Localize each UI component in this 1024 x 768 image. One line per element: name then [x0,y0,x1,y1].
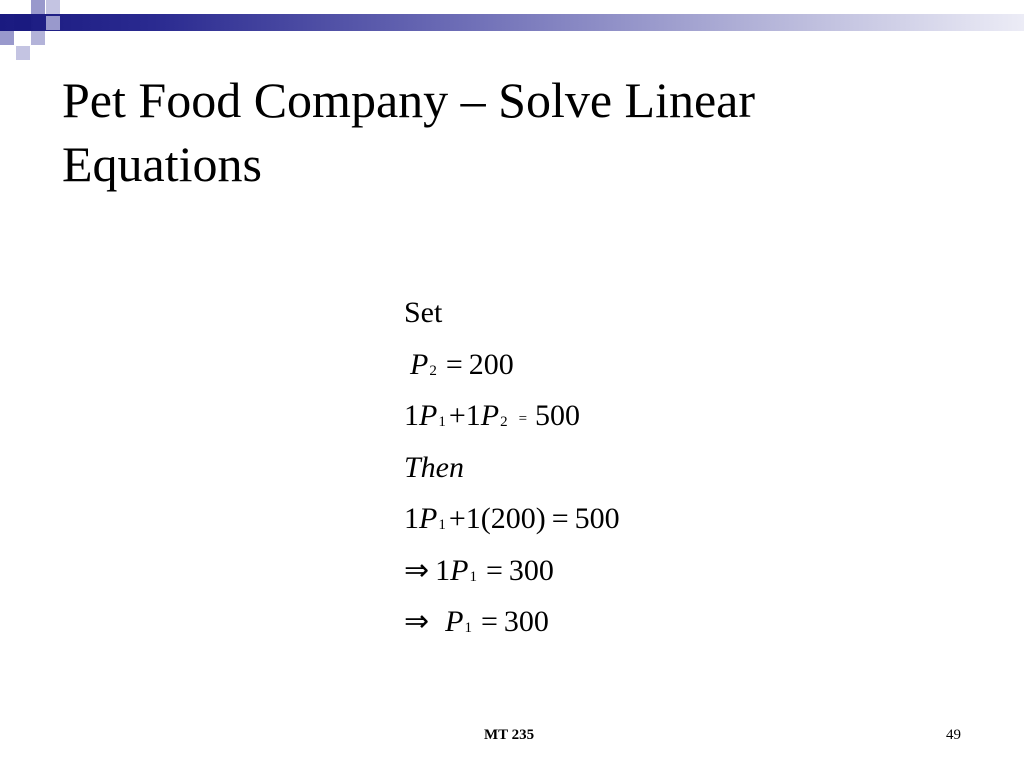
line-sum-equation [404,390,620,442]
coefficient: 1 [404,399,419,432]
plus-sign: + [448,399,466,432]
value-300: 300 [508,553,554,587]
coefficient: 1 [404,502,419,535]
equals-sign: = [480,605,498,638]
equals-sign: = [445,347,463,381]
equals-sign: = [485,553,503,587]
then-label: Then [404,450,464,484]
footer-course-label: MT 235 [484,727,535,743]
subscript-1: 1 [469,568,477,585]
var-p: P [419,399,438,432]
var-p: P [410,347,429,381]
line-set [404,287,620,339]
value-500: 500 [535,399,581,432]
var-p: P [450,553,469,587]
equals-sign: = [551,502,569,535]
var-p: P [445,605,464,638]
line-implies-p1 [404,596,620,648]
value-200: 200 [468,347,514,381]
equals-sign: = [518,411,528,427]
plus-sign: + [448,502,466,535]
subscript-2: 2 [429,362,437,379]
equation-block [404,287,620,648]
coefficient: 1 [465,399,481,432]
coefficient: 1 [435,553,451,587]
footer-page-number: 49 [946,727,961,743]
implies-icon: ⇒ [404,553,430,587]
header-gradient-bar [0,14,1024,31]
var-p: P [480,399,500,432]
subscript-1: 1 [438,517,446,533]
var-p: P [419,502,438,535]
subscript-2: 2 [500,414,508,430]
line-substitution [404,493,620,545]
line-implies-1p1 [404,545,620,597]
implies-icon: ⇒ [404,605,430,638]
coefficient: 1 [465,502,481,535]
line-then [404,442,620,494]
subscript-1: 1 [464,620,472,636]
value-500: 500 [574,502,620,535]
slide-title: Pet Food Company – Solve Linear Equations [62,72,755,192]
subscript-1: 1 [438,414,446,430]
paren-value-200: (200) [480,502,546,535]
line-p2-equals-200 [404,339,620,391]
value-300: 300 [503,605,549,638]
set-label: Set [404,296,443,329]
